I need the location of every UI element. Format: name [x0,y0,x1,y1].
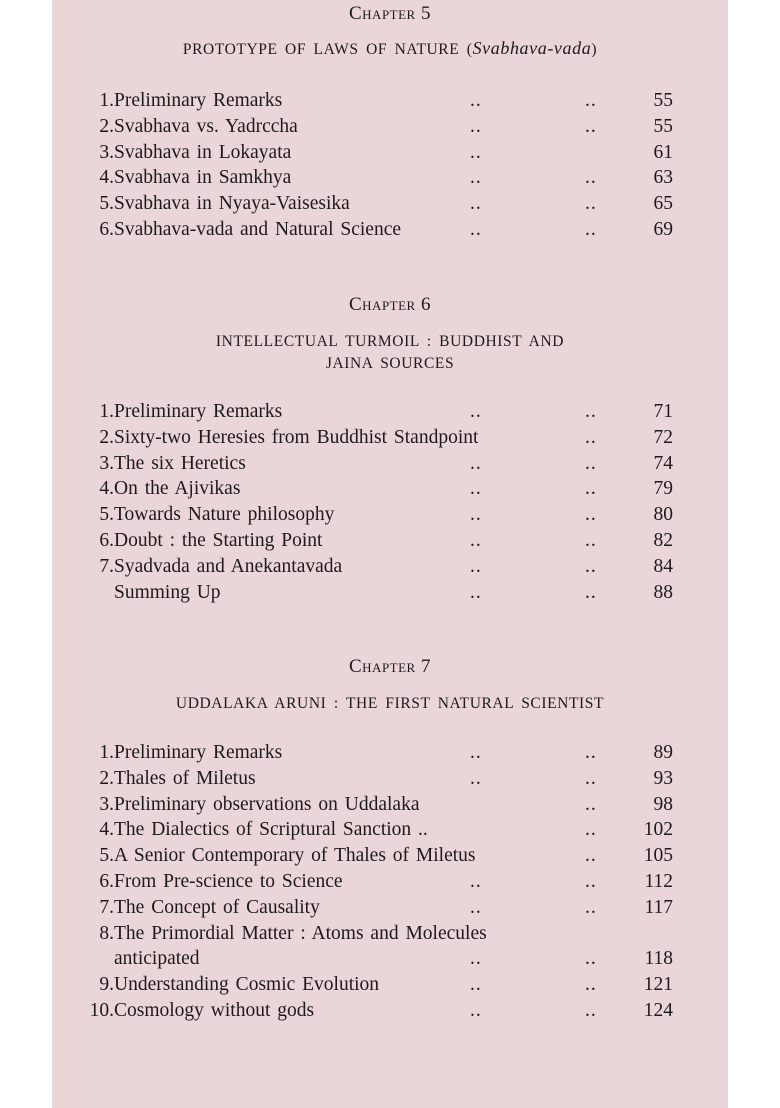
entry-page: 69 [653,218,673,240]
leader-dots: .. [585,452,597,474]
leader-dots: .. [470,870,482,892]
entry-title: The Dialectics of Scriptural Sanction .. [114,819,428,841]
book-page [52,0,728,1108]
leader-dots: .. [585,870,597,892]
entry-number: 7. [99,896,114,918]
chapter-7-label: Chapter 7 [349,656,431,677]
leader-dots: .. [585,896,597,918]
leader-dots: .. [585,218,597,240]
chapter-5-label: Chapter 5 [349,3,431,24]
toc-entry [52,792,728,818]
leader-dots: .. [585,819,597,841]
leader-dots: .. [470,974,482,996]
entry-title: Svabhava vs. Yadrccha [114,115,298,137]
toc-entry [52,399,728,425]
chapter-6-toc [52,399,728,605]
toc-entry [52,972,728,998]
toc-entry [52,476,728,502]
entry-title: Sixty-two Heresies from Buddhist Standpoint [114,426,479,448]
entry-title: The six Heretics [114,452,246,474]
entry-number: 4. [99,478,114,500]
toc-entry [52,766,728,792]
leader-dots: .. [585,845,597,867]
leader-dots: .. [470,452,482,474]
toc-entry [52,191,728,217]
chapter-5-subtitle: Svabhava-vada [472,38,592,58]
entry-number: 1. [99,90,114,111]
entry-number: 6. [99,218,114,240]
entry-page: 79 [653,478,673,500]
toc-entry [52,580,728,606]
leader-dots: .. [585,478,597,500]
entry-number: 4. [99,819,114,841]
toc-entry [52,502,728,528]
entry-page: 93 [653,767,673,789]
leader-dots: .. [470,167,482,189]
entry-page: 71 [653,401,673,422]
entry-page: 80 [653,504,673,526]
entry-title: Preliminary Remarks [114,742,283,763]
toc-entry [52,946,728,972]
chapter-5-title-text: PROTOTYPE OF LAWS OF NATURE [182,41,460,58]
leader-dots: .. [585,115,597,137]
entry-title: Towards Nature philosophy [114,504,335,526]
leader-dots: .. [585,767,597,789]
leader-dots: .. [585,529,597,551]
entry-title: Preliminary observations on Uddalaka [114,793,420,815]
leader-dots: .. [470,948,482,970]
entry-title: Doubt : the Starting Point [114,529,323,551]
toc-entry [52,528,728,554]
leader-dots: .. [470,767,482,789]
leader-dots: .. [470,141,482,163]
toc-entry [52,88,728,114]
entry-number: 5. [99,193,114,215]
chapter-5-title: PROTOTYPE OF LAWS OF NATURE (Svabhava-vada) [182,38,598,58]
toc-entry [52,217,728,243]
leader-dots: .. [470,218,482,240]
entry-page: 105 [643,845,673,867]
toc-entry [52,165,728,191]
entry-title: On the Ajivikas [114,478,241,500]
entry-title: Svabhava in Lokayata [114,141,292,163]
entry-page: 55 [653,115,673,137]
leader-dots: .. [470,896,482,918]
toc-entry [52,425,728,451]
entry-page: 84 [653,555,673,577]
leader-dots: .. [585,401,597,422]
leader-dots: .. [470,742,482,763]
entry-page: 118 [644,948,673,970]
leader-dots: .. [470,999,482,1021]
entry-title: From Pre-science to Science [114,870,343,892]
entry-page: 82 [653,529,673,551]
entry-page: 88 [653,581,673,603]
toc-entry [52,869,728,895]
entry-page: 55 [653,90,673,111]
leader-dots: .. [470,529,482,551]
entry-title: Svabhava-vada and Natural Science [114,218,401,240]
entry-page: 63 [653,167,673,189]
entry-number: 2. [99,767,114,789]
entry-number: 10. [89,999,114,1021]
entry-page: 89 [653,742,673,763]
entry-title: Preliminary Remarks [114,401,283,422]
entry-title: Syadvada and Anekantavada [114,555,343,577]
leader-dots: .. [585,90,597,111]
entry-title: Understanding Cosmic Evolution [114,974,380,996]
entry-number: 1. [99,742,114,763]
entry-page: 74 [653,452,673,474]
entry-page: 124 [643,999,673,1021]
toc-entry [52,554,728,580]
leader-dots: .. [470,504,482,526]
entry-page: 72 [653,426,673,448]
leader-dots: .. [470,401,482,422]
leader-dots: .. [585,193,597,215]
entry-number: 1. [99,401,114,422]
leader-dots: .. [470,90,482,111]
entry-page: 102 [643,819,673,841]
entry-page: 121 [643,974,673,996]
leader-dots: .. [585,504,597,526]
leader-dots: .. [470,478,482,500]
toc-entry [52,114,728,140]
entry-number: 5. [99,845,114,867]
leader-dots: .. [585,999,597,1021]
toc-entry [52,843,728,869]
entry-title: The Primordial Matter : Atoms and Molecules [114,922,487,944]
entry-page: 117 [644,896,673,918]
leader-dots: .. [585,581,597,603]
leader-dots: .. [585,742,597,763]
toc-entry [52,140,728,166]
entry-number: 5. [99,504,114,526]
leader-dots: .. [585,555,597,577]
entry-title: Summing Up [114,581,221,603]
entry-number: 2. [99,115,114,137]
chapter-6-title-line-1: INTELLECTUAL TURMOIL : BUDDHIST AND [215,333,565,350]
leader-dots: .. [470,555,482,577]
chapter-5-toc [52,88,728,243]
entry-page: 112 [644,870,673,892]
entry-number: 6. [99,870,114,892]
entry-number: 4. [99,167,114,189]
leader-dots: .. [585,793,597,815]
leader-dots: .. [585,426,597,448]
leader-dots: .. [585,167,597,189]
toc-entry [52,895,728,921]
entry-title: Cosmology without gods [114,999,315,1021]
entry-number: 3. [99,793,114,815]
entry-title: Svabhava in Samkhya [114,167,292,189]
entry-number: 9. [99,974,114,996]
chapter-7-toc [52,740,728,1024]
entry-title: The Concept of Causality [114,896,320,918]
chapter-6-title-line-2: JAINA SOURCES [325,355,455,372]
entry-title: A Senior Contemporary of Thales of Miletus [114,845,476,867]
entry-number: 8. [99,922,114,944]
toc-entry [52,817,728,843]
toc-entry [52,740,728,766]
leader-dots: .. [585,974,597,996]
chapter-7-title: UDDALAKA ARUNI : THE FIRST NATURAL SCIENTIST [175,695,605,712]
toc-entry [52,451,728,477]
entry-title: Thales of Miletus [114,767,256,789]
entry-number: 3. [99,141,114,163]
leader-dots: .. [470,581,482,603]
leader-dots: .. [585,948,597,970]
entry-number: 3. [99,452,114,474]
entry-title: Svabhava in Nyaya-Vaisesika [114,193,350,215]
entry-number: 6. [99,529,114,551]
entry-title: Preliminary Remarks [114,90,283,111]
entry-title: anticipated [114,948,200,970]
toc-entry [52,998,728,1024]
entry-page: 98 [653,793,673,815]
entry-number: 2. [99,426,114,448]
entry-page: 65 [653,193,673,215]
leader-dots: .. [470,193,482,215]
entry-number: 7. [99,555,114,577]
leader-dots: .. [470,115,482,137]
chapter-6-label: Chapter 6 [349,294,431,315]
entry-page: 61 [653,141,673,163]
toc-entry [52,921,728,947]
